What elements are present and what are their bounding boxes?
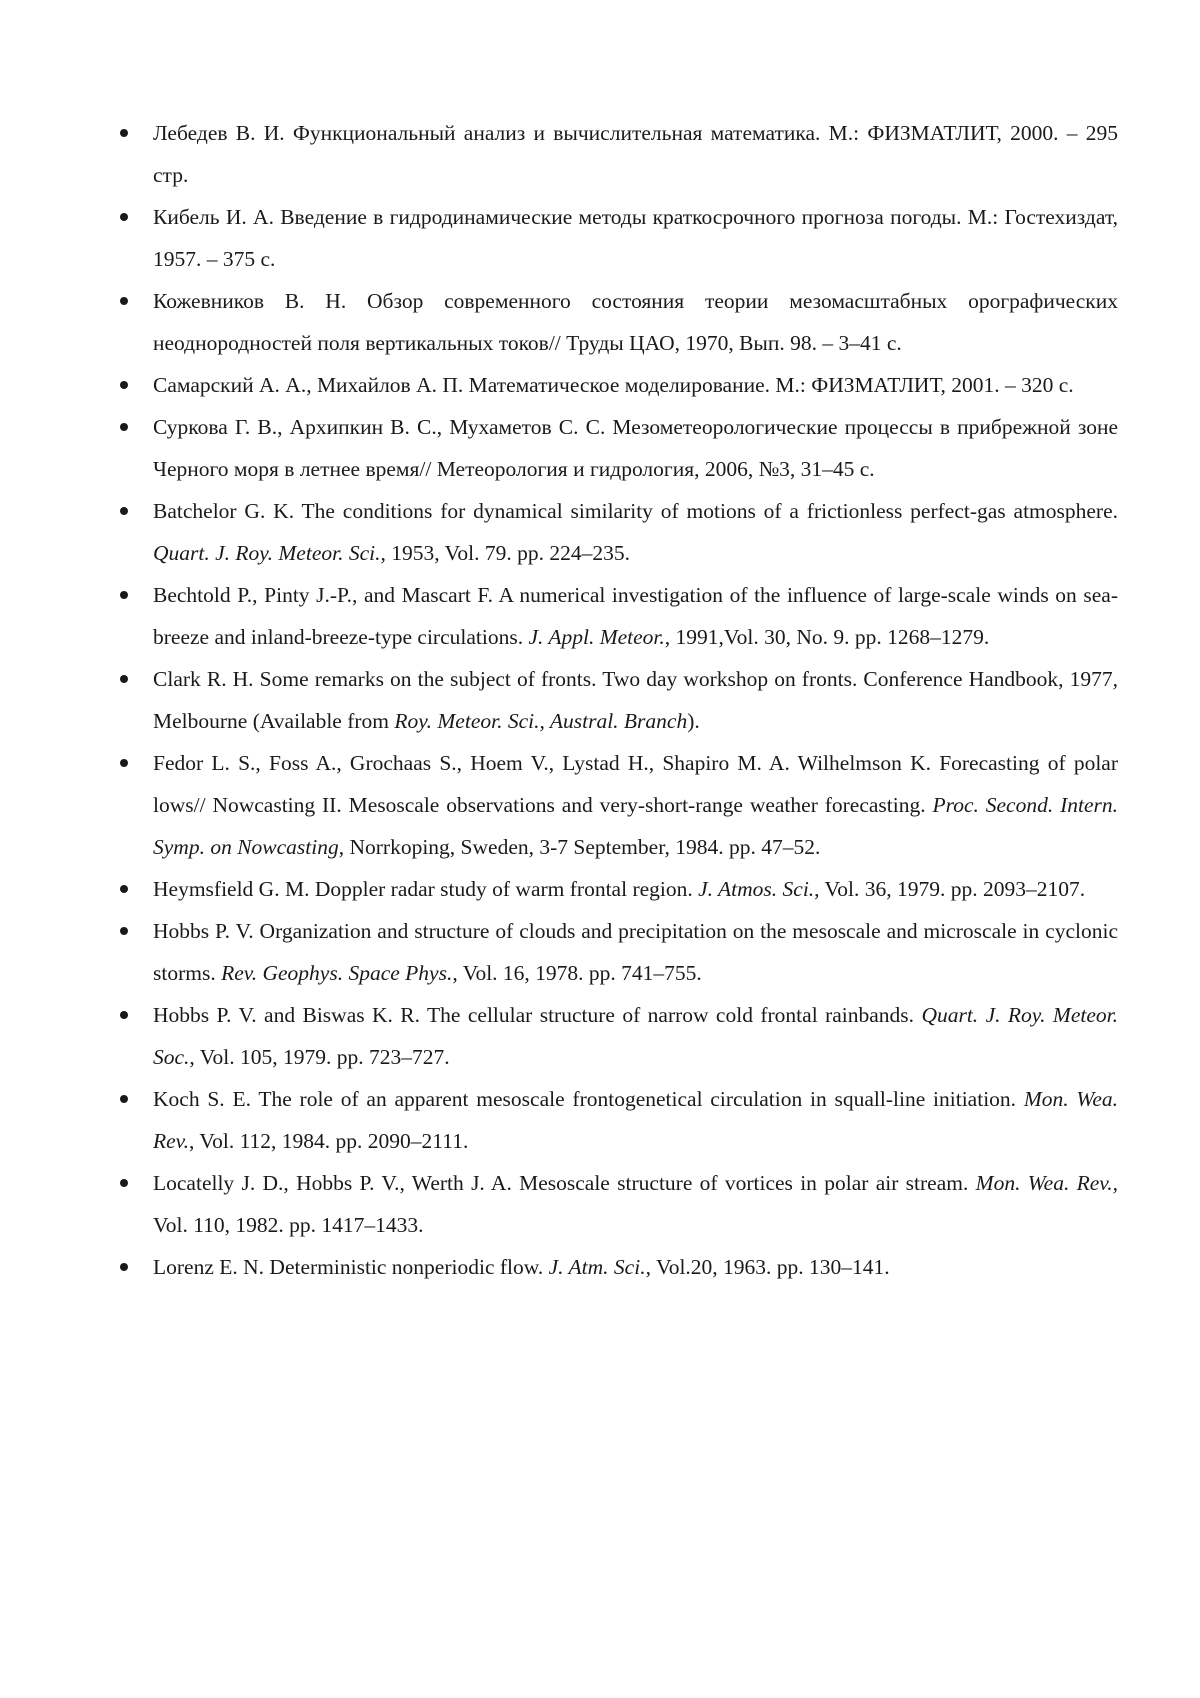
bullet-icon [120,196,130,238]
reference-item [120,994,1118,1078]
reference-item [120,1162,1118,1246]
reference-text-part: Lorenz E. N. Deterministic nonperiodic flow. [153,1255,549,1279]
reference-source-title: Quart. J. Roy. Meteor. Sci. [153,541,381,565]
reference-text [153,919,1118,985]
reference-text-part: Hobbs P. V. and Biswas K. R. The cellular structure of narrow cold frontal rainbands. [153,1003,922,1027]
reference-text-part: Hobbs P. V. Organization and structure of clouds and precipitation on the mesoscale and microscale in cyclonic storms. [153,919,1118,985]
reference-source-title: Proc. Second. Intern. Symp. on Nowcasting [153,793,1118,859]
reference-text [153,751,1118,859]
reference-item [120,1246,1118,1288]
reference-text-part: , Vol. 105, 1979. pp. 723–727. [189,1045,450,1069]
reference-text-part: , Vol. 36, 1979. pp. 2093–2107. [814,877,1086,901]
reference-text [153,877,1085,901]
bullet-icon [120,406,130,448]
bullet-icon [120,868,130,910]
reference-item [120,406,1118,490]
reference-source-title: Quart. J. Roy. Meteor. Soc. [153,1003,1118,1069]
reference-text-part: , 1953, Vol. 79. pp. 224–235. [380,541,630,565]
reference-item [120,574,1118,658]
reference-item [120,658,1118,742]
reference-source-title: Mon. Wea. Rev. [153,1087,1118,1153]
reference-item [120,1078,1118,1162]
reference-text-part: , Vol. 110, 1982. pp. 1417–1433. [153,1171,1119,1237]
bullet-icon [120,658,130,700]
reference-item [120,280,1118,364]
reference-text-part: Кожевников В. Н. Обзор современного состояния теории мезомасштабных орографических неоднородностей поля вертикальных токов// Труды ЦАО, 1970, Вып. 98. – 3–41 с. [153,289,1118,355]
reference-text-part: Clark R. H. Some remarks on the subject of fronts. Two day workshop on fronts. Conference Handbook, 1977, Melbourne (Available from [153,667,1118,733]
bullet-icon [120,910,130,952]
bullet-icon [120,1078,130,1120]
reference-text-part: Кибель И. А. Введение в гидродинамические методы краткосрочного прогноза погоды. М.: Гостехиздат, 1957. – 375 с. [153,205,1118,271]
bullet-icon [120,490,130,532]
bullet-icon [120,994,130,1036]
reference-text-part: Fedor L. S., Foss A., Grochaas S., Hoem V., Lystad H., Shapiro M. A. Wilhelmson K. Forecasting of polar lows// Nowcasting II. Mesoscale observations and very-short-range weather forecasting. [153,751,1118,817]
reference-text [153,667,1118,733]
reference-text [153,1087,1118,1153]
reference-text-part: , Vol.20, 1963. pp. 130–141. [645,1255,890,1279]
reference-text [153,205,1118,271]
reference-text-part: Locatelly J. D., Hobbs P. V., Werth J. A. Mesoscale structure of vortices in polar air stream. [153,1171,976,1195]
reference-item [120,196,1118,280]
reference-text-part: , 1991,Vol. 30, No. 9. pp. 1268–1279. [664,625,990,649]
reference-text-part: Heymsfield G. M. Doppler radar study of warm frontal region. [153,877,699,901]
bullet-icon [120,364,130,406]
reference-text [153,499,1118,565]
reference-text-part: ). [687,709,700,733]
reference-item [120,910,1118,994]
reference-text [153,415,1118,481]
bullet-icon [120,1246,130,1288]
reference-item [120,112,1118,196]
reference-source-title: J. Atm. Sci. [548,1255,646,1279]
reference-text-part: Bechtold P., Pinty J.-P., and Mascart F. A numerical investigation of the influence of large-scale winds on sea-breeze and inland-breeze-type circulations. [153,583,1118,649]
reference-text-part: , Vol. 112, 1984. pp. 2090–2111. [189,1129,469,1153]
reference-text-part: , Norrkoping, Sweden, 3-7 September, 1984. pp. 47–52. [338,835,821,859]
reference-text-part: Лебедев В. И. Функциональный анализ и вычислительная математика. М.: ФИЗМАТЛИТ, 2000. – 295 стр. [153,121,1118,187]
reference-text [153,121,1118,187]
reference-source-title: Roy. Meteor. Sci., Austral. Branch [394,709,688,733]
reference-text [153,1171,1118,1237]
bullet-icon [120,574,130,616]
reference-text-part: Batchelor G. K. The conditions for dynamical similarity of motions of a frictionless perfect-gas atmosphere. [153,499,1118,523]
reference-source-title: Rev. Geophys. Space Phys. [221,961,453,985]
bullet-icon [120,742,130,784]
reference-text-part: Koch S. E. The role of an apparent mesoscale frontogenetical circulation in squall-line initiation. [153,1087,1024,1111]
reference-text [153,583,1118,649]
reference-source-title: J. Appl. Meteor. [528,625,665,649]
reference-item [120,742,1118,868]
reference-text [153,373,1074,397]
bullet-icon [120,112,130,154]
bullet-icon [120,280,130,322]
reference-text [153,289,1118,355]
reference-source-title: J. Atmos. Sci. [698,877,815,901]
reference-text-part: Самарский А. А., Михайлов А. П. Математическое моделирование. М.: ФИЗМАТЛИТ, 2001. – 320 с. [153,373,1074,397]
reference-item [120,490,1118,574]
reference-item [120,364,1118,406]
reference-text [153,1255,890,1279]
reference-source-title: Mon. Wea. Rev. [975,1171,1113,1195]
reference-text-part: Суркова Г. В., Архипкин В. С., Мухаметов С. С. Мезометеорологические процессы в прибрежной зоне Черного моря в летнее время// Метеорология и гидрология, 2006, №3, 31–45 с. [153,415,1118,481]
reference-item [120,868,1118,910]
reference-text [153,1003,1118,1069]
bullet-icon [120,1162,130,1204]
reference-text-part: , Vol. 16, 1978. pp. 741–755. [452,961,702,985]
reference-list [120,112,1118,1288]
